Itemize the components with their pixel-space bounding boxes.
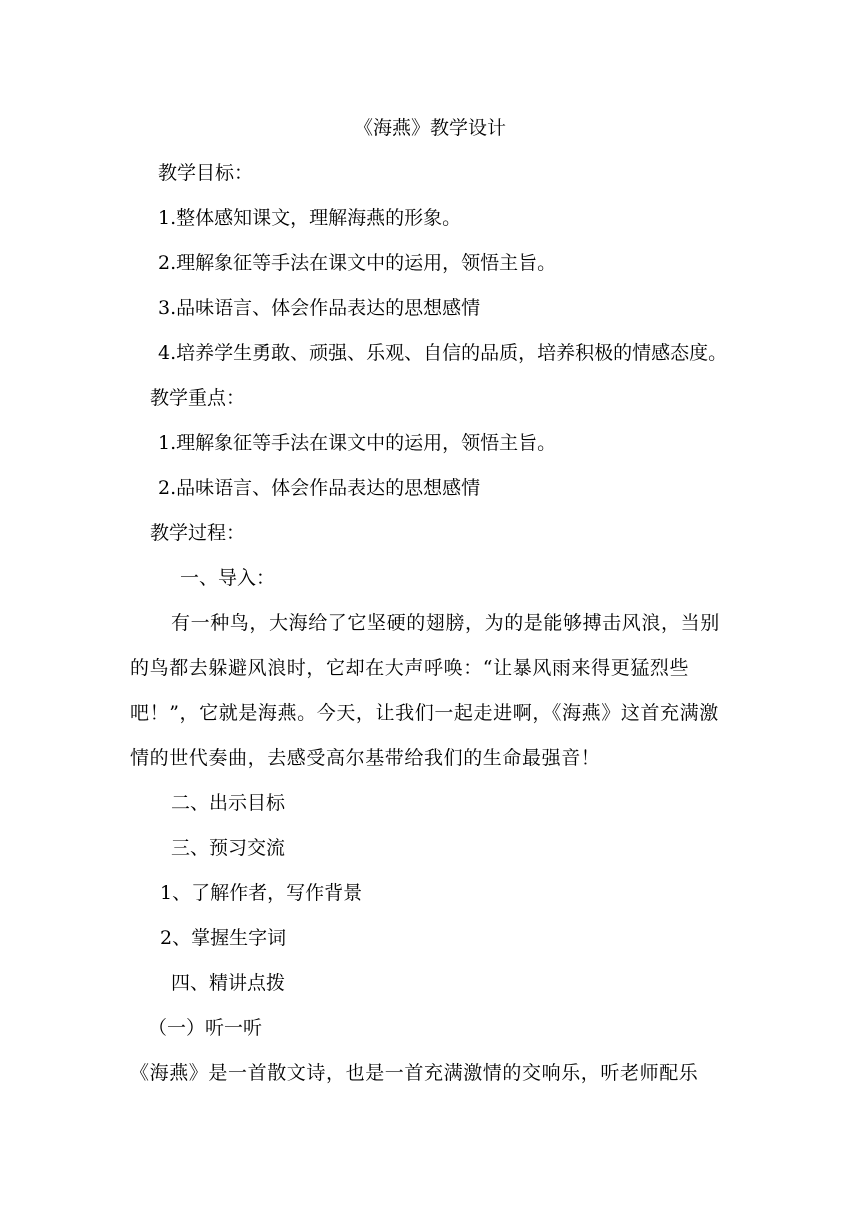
- objective-item: 3.品味语言、体会作品表达的思想感情: [158, 297, 481, 319]
- section-three-heading: 三、预习交流: [171, 837, 286, 859]
- listen-subheading: （一）听一听: [148, 1017, 263, 1039]
- intro-paragraph-line: 有一种鸟，大海给了它坚硬的翅膀，为的是能够搏击风浪，当别: [171, 612, 720, 634]
- document-title: 《海燕》教学设计: [353, 117, 506, 139]
- objective-item: 4.培养学生勇敢、顽强、乐观、自信的品质，培养积极的情感态度。: [158, 342, 728, 364]
- objective-item: 1.整体感知课文，理解海燕的形象。: [158, 207, 462, 229]
- objectives-heading: 教学目标：: [158, 162, 254, 184]
- objective-item: 2.理解象征等手法在课文中的运用，领悟主旨。: [158, 252, 557, 274]
- key-point-item: 2.品味语言、体会作品表达的思想感情: [158, 477, 481, 499]
- body-text-line: 《海燕》是一首散文诗，也是一首充满激情的交响乐，听老师配乐: [130, 1062, 699, 1084]
- preview-item: 2、掌握生字词: [160, 927, 287, 949]
- intro-paragraph-line: 情的世代奏曲，去感受高尔基带给我们的生命最强音！: [130, 747, 601, 769]
- section-two-heading: 二、出示目标: [171, 792, 286, 814]
- process-heading: 教学过程：: [150, 522, 246, 544]
- key-points-heading: 教学重点：: [150, 387, 246, 409]
- preview-item: 1、了解作者，写作背景: [160, 882, 363, 904]
- section-four-heading: 四、精讲点拨: [171, 972, 286, 994]
- intro-paragraph-line: 吧！”，它就是海燕。今天，让我们一起走进啊，《海燕》这首充满激: [130, 702, 719, 724]
- key-point-item: 1.理解象征等手法在课文中的运用，领悟主旨。: [158, 432, 557, 454]
- intro-paragraph-line: 的鸟都去躲避风浪时，它却在大声呼唤：“让暴风雨来得更猛烈些: [130, 657, 690, 679]
- intro-heading: 一、导入：: [180, 567, 276, 589]
